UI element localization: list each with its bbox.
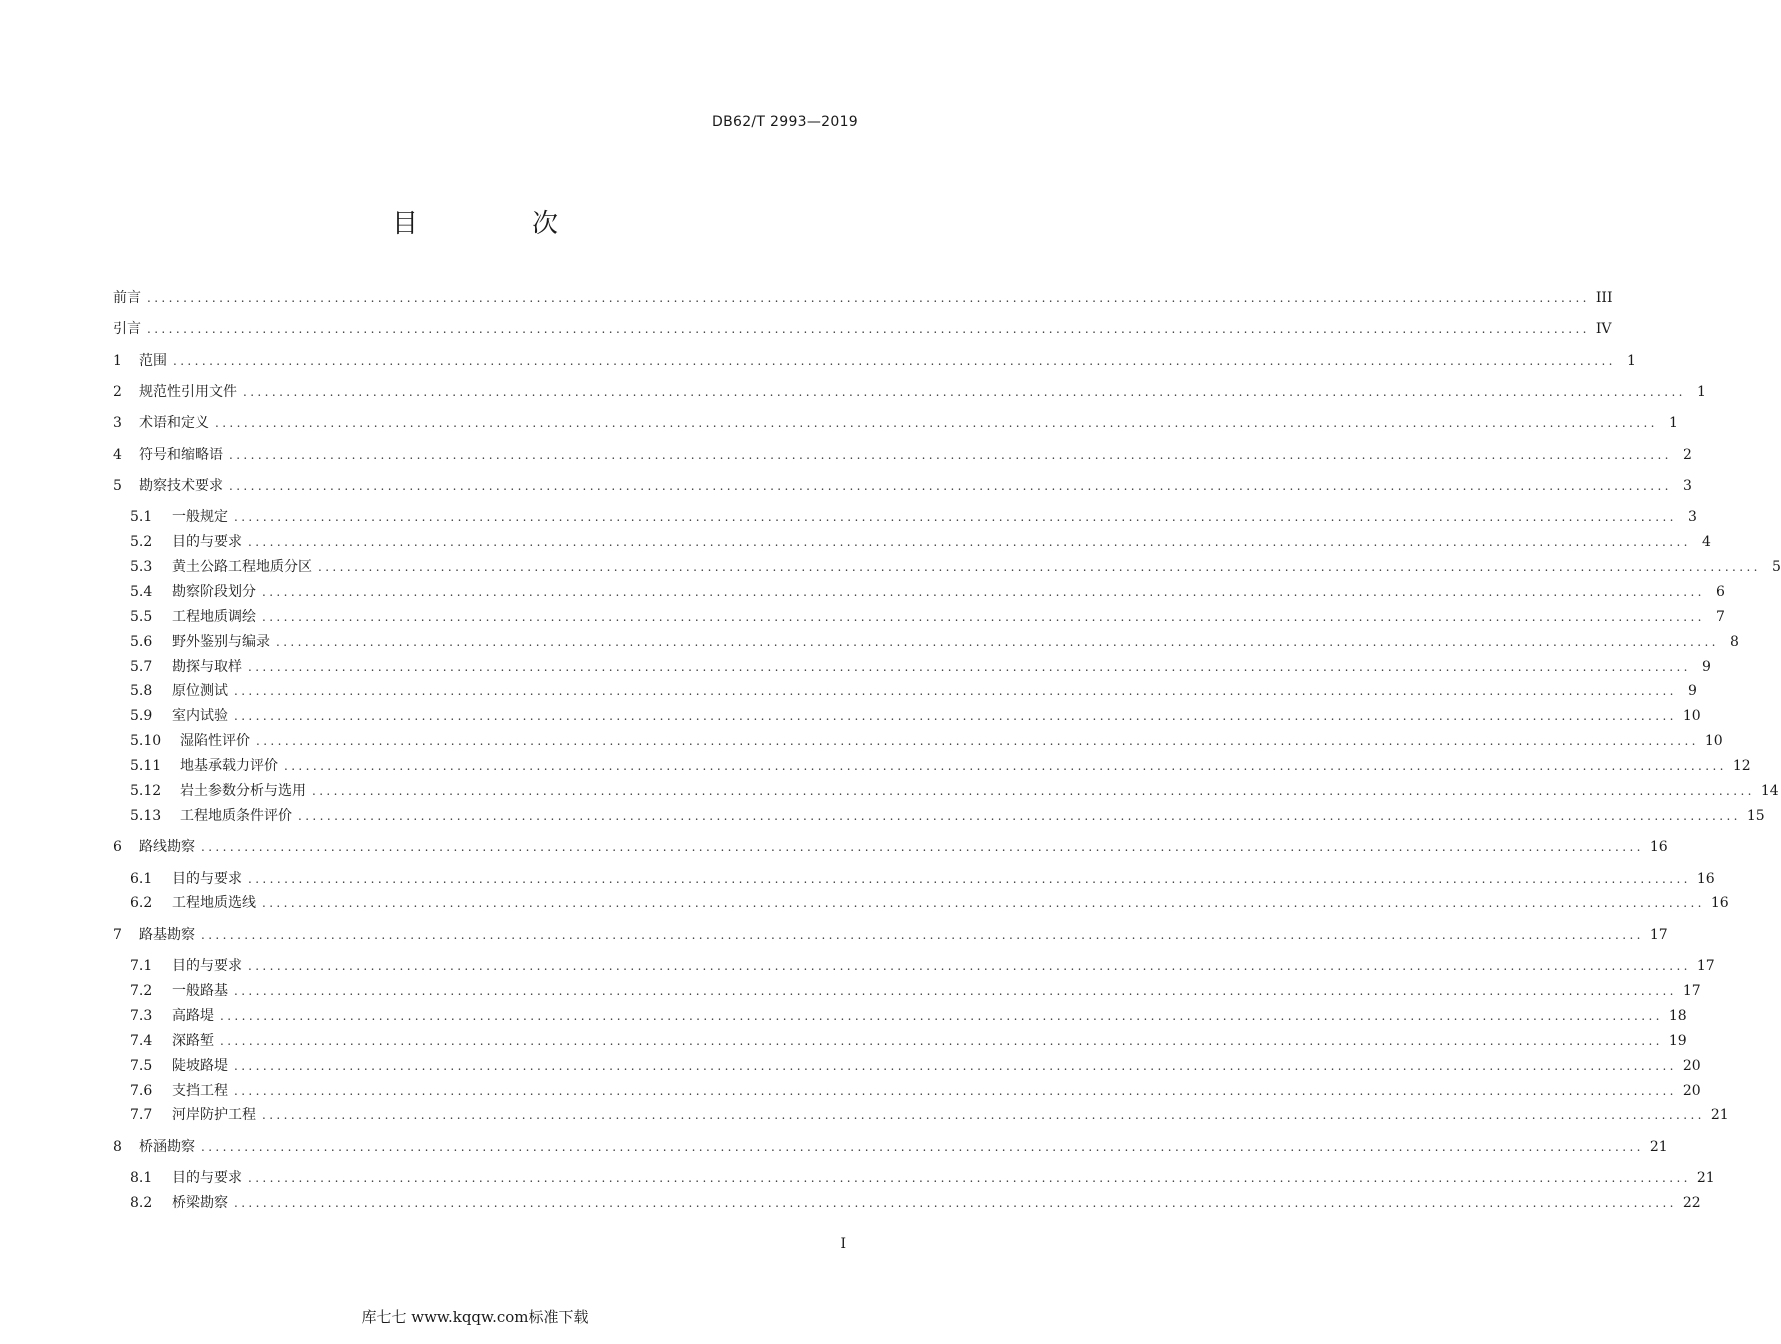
toc-entry-label: 岩土参数分析与选用 <box>180 783 306 799</box>
toc-entry-title <box>130 781 306 801</box>
toc-entry[interactable] <box>130 1101 1729 1125</box>
toc-entry[interactable] <box>130 889 1729 913</box>
toc-entry-page: 6 <box>1715 583 1725 600</box>
toc-entry[interactable] <box>113 409 1678 433</box>
toc-leader-dots: ........................................................................................................................................................................................................ <box>234 510 1677 525</box>
toc-entry-title <box>130 532 242 552</box>
toc-entry-page: 8 <box>1729 633 1739 650</box>
toc-entry-number: 8 <box>113 1138 122 1155</box>
toc-leader-dots: ........................................................................................................................................................................................................ <box>248 659 1691 674</box>
toc-entry-label: 勘察技术要求 <box>139 477 223 494</box>
toc-entry-number: 6 <box>113 839 122 856</box>
toc-entry-number: 5.11 <box>130 758 162 775</box>
toc-entry-page: 4 <box>1701 534 1711 550</box>
toc-entry-label: 黄土公路工程地质分区 <box>172 558 312 575</box>
toc-entry-page: 16 <box>1710 895 1729 912</box>
toc-entry-label: 工程地质条件评价 <box>180 807 292 824</box>
toc-entry-page: 17 <box>1649 926 1668 943</box>
toc-entry-page: 9 <box>1701 658 1711 675</box>
toc-entry-number: 8.1 <box>130 1170 153 1186</box>
toc-entry-page: 21 <box>1710 1107 1729 1124</box>
toc-entry-page: 1 <box>1626 352 1636 369</box>
toc-entry-title <box>130 507 228 527</box>
toc-entry-page: 7 <box>1715 608 1725 625</box>
toc-entry-title <box>130 869 242 889</box>
toc-entry-number: 5.10 <box>130 733 162 750</box>
toc-entry-page: 3 <box>1687 509 1697 526</box>
toc-entry-label: 工程地质调绘 <box>172 608 256 625</box>
toc-entry-title <box>130 956 242 976</box>
toc-entry[interactable] <box>113 441 1692 465</box>
toc-entry-label: 前言 <box>113 290 141 306</box>
toc-entry[interactable] <box>130 1027 1687 1051</box>
toc-entry-number: 7.5 <box>130 1057 153 1074</box>
toc-entry[interactable] <box>113 472 1692 496</box>
toc-leader-dots: ........................................................................................................................................................................................................ <box>262 1108 1705 1123</box>
toc-entry-number: 5.3 <box>130 558 153 575</box>
toc-entry-label: 符号和缩略语 <box>139 446 223 463</box>
toc-entry-label: 工程地质选线 <box>172 895 256 912</box>
toc-entry-label: 目的与要求 <box>172 958 242 974</box>
toc-entry-title <box>130 681 228 701</box>
toc-entry-number: 7.2 <box>130 982 153 999</box>
toc-leader-dots: ........................................................................................................................................................................................................ <box>256 734 1699 749</box>
toc-leader-dots: ........................................................................................................................................................................................................ <box>234 709 1677 724</box>
toc-leader-dots: ........................................................................................................................................................................................................ <box>201 1139 1644 1154</box>
toc-entry[interactable] <box>130 1002 1687 1026</box>
toc-entry[interactable] <box>113 347 1636 371</box>
toc-leader-dots: ........................................................................................................................................................................................................ <box>262 584 1705 599</box>
toc-entry-page: 21 <box>1649 1138 1668 1155</box>
toc-entry[interactable] <box>130 1077 1701 1101</box>
toc-entry-label: 目的与要求 <box>172 870 242 887</box>
toc-entry-page: 15 <box>1746 807 1765 824</box>
toc-entry-page: 5 <box>1771 558 1781 575</box>
toc-entry-number: 8.2 <box>130 1194 153 1211</box>
toc-entry[interactable] <box>130 677 1697 701</box>
toc-entry-label: 路基勘察 <box>139 926 195 943</box>
toc-leader-dots: ........................................................................................................................................................................................................ <box>248 959 1691 973</box>
toc-leader-dots: ........................................................................................................................................................................................................ <box>234 1083 1677 1098</box>
toc-entry[interactable] <box>130 578 1725 602</box>
toc-entry-label: 高路堤 <box>172 1007 214 1024</box>
toc-leader-dots: ........................................................................................................................................................................................................ <box>243 384 1686 399</box>
toc-leader-dots: ........................................................................................................................................................................................................ <box>262 896 1705 911</box>
toc-entry-page: 17 <box>1696 958 1715 974</box>
toc-entry-page: 20 <box>1682 1057 1701 1074</box>
toc-entry-number: 5.4 <box>130 583 153 600</box>
toc-entry[interactable] <box>130 702 1701 726</box>
toc-entry[interactable] <box>130 865 1715 889</box>
toc-entry[interactable] <box>130 727 1723 751</box>
toc-entry-title <box>113 382 237 402</box>
toc-entry-number: 4 <box>113 446 122 463</box>
toc-entry-title <box>130 1056 228 1076</box>
toc-entry-label: 湿陷性评价 <box>180 733 250 750</box>
toc-entry-label: 陡坡路堤 <box>172 1057 228 1074</box>
toc-entry-page: 9 <box>1687 683 1697 700</box>
toc-entry[interactable] <box>113 921 1668 945</box>
toc-entry[interactable] <box>130 802 1765 826</box>
toc-entry-number: 1 <box>113 352 122 369</box>
toc-entry-page: 17 <box>1682 982 1701 999</box>
toc-entry-number: 7.1 <box>130 958 153 974</box>
toc-entry-title <box>130 706 228 726</box>
toc-entry-page: 3 <box>1682 477 1692 494</box>
toc-entry-number: 7 <box>113 926 122 943</box>
toc-entry-number: 5.9 <box>130 708 153 725</box>
toc-leader-dots: ........................................................................................................................................................................................................ <box>284 759 1727 774</box>
toc-entry-number: 3 <box>113 415 122 432</box>
toc-entry-page: 12 <box>1732 758 1751 775</box>
toc-entry[interactable] <box>113 315 1612 339</box>
toc-entry[interactable] <box>130 553 1781 577</box>
toc-entry-title <box>113 837 195 857</box>
toc-leader-dots: ........................................................................................................................................................................................................ <box>312 784 1755 798</box>
toc-entry[interactable] <box>130 628 1739 652</box>
toc-entry-title <box>113 925 195 945</box>
toc-entry-number: 2 <box>113 383 122 400</box>
toc-entry[interactable] <box>130 977 1701 1001</box>
toc-entry-title <box>130 557 312 577</box>
toc-entry-title <box>113 351 167 371</box>
toc-entry-title <box>130 582 256 602</box>
toc-entry[interactable] <box>130 1189 1701 1213</box>
toc-entry-number: 5.2 <box>130 534 153 550</box>
toc-entry-label: 引言 <box>113 321 141 338</box>
toc-entry-number: 5.12 <box>130 783 162 799</box>
toc-entry[interactable] <box>130 603 1725 627</box>
toc-entry-page: 1 <box>1696 383 1706 400</box>
toc-leader-dots: ........................................................................................................................................................................................................ <box>147 291 1590 305</box>
toc-leader-dots: ........................................................................................................................................................................................................ <box>215 416 1658 431</box>
toc-entry-label: 一般路基 <box>172 982 228 999</box>
toc-entry-number: 6.2 <box>130 895 153 912</box>
toc-entry-page: 19 <box>1668 1032 1687 1049</box>
toc-entry-page: IV <box>1595 321 1612 338</box>
toc-leader-dots: ........................................................................................................................................................................................................ <box>234 983 1677 998</box>
toc-entry-number: 5.1 <box>130 509 153 526</box>
toc-entry-title <box>130 1105 256 1125</box>
toc-entry-page: 22 <box>1682 1194 1701 1211</box>
toc-leader-dots: ........................................................................................................................................................................................................ <box>220 1033 1663 1048</box>
toc-entry-label: 原位测试 <box>172 683 228 700</box>
toc-entry-title <box>130 981 228 1001</box>
toc-entry-title <box>130 657 242 677</box>
toc-entry-label: 地基承载力评价 <box>180 758 278 775</box>
toc-entry-label: 术语和定义 <box>139 415 209 432</box>
toc-leader-dots: ........................................................................................................................................................................................................ <box>318 559 1761 574</box>
toc-entry-number: 7.3 <box>130 1007 153 1024</box>
toc-leader-dots: ........................................................................................................................................................................................................ <box>229 478 1672 493</box>
toc-entry-label: 目的与要求 <box>172 1170 242 1186</box>
toc-entry-number: 5.6 <box>130 633 153 650</box>
toc-leader-dots: ........................................................................................................................................................................................................ <box>220 1008 1663 1023</box>
toc-entry-title <box>130 632 270 652</box>
standard-code: DB62/T 2993—2019 <box>712 114 858 130</box>
toc-entry-title <box>130 1031 214 1051</box>
toc-entry-page: 18 <box>1668 1007 1687 1024</box>
toc-entry-number: 5.13 <box>130 807 162 824</box>
toc-leader-dots: ........................................................................................................................................................................................................ <box>276 634 1719 649</box>
toc-entry-title <box>130 756 278 776</box>
toc-entry-page: 14 <box>1760 783 1779 799</box>
toc-leader-dots: ........................................................................................................................................................................................................ <box>262 609 1705 624</box>
toc-entry[interactable] <box>130 752 1751 776</box>
toc-entry-label: 一般规定 <box>172 509 228 526</box>
toc-entry-title <box>113 476 223 496</box>
toc-leader-dots: ........................................................................................................................................................................................................ <box>248 871 1691 886</box>
toc-entry-number: 6.1 <box>130 870 153 887</box>
toc-leader-dots: ........................................................................................................................................................................................................ <box>234 1195 1677 1210</box>
toc-entry-number: 5.8 <box>130 683 153 700</box>
toc-entry-title <box>113 1137 195 1157</box>
footer-watermark: 库七七 www.kqqw.com标准下载 <box>361 1308 589 1326</box>
toc-entry-page: 10 <box>1704 733 1723 750</box>
toc-entry-label: 勘察阶段划分 <box>172 583 256 600</box>
toc-entry-number: 5 <box>113 477 122 494</box>
toc-entry[interactable] <box>130 653 1711 677</box>
toc-entry-title <box>130 1081 228 1101</box>
toc-entry-title <box>130 1193 228 1213</box>
toc-entry-label: 野外鉴别与编录 <box>172 633 270 650</box>
toc-leader-dots: ........................................................................................................................................................................................................ <box>298 808 1741 823</box>
toc-entry-title <box>113 288 141 308</box>
toc-entry-title <box>113 445 223 465</box>
toc-entry[interactable] <box>130 1052 1701 1076</box>
toc-leader-dots: ........................................................................................................................................................................................................ <box>173 353 1616 368</box>
toc-entry-page: III <box>1595 290 1613 306</box>
toc-entry-page: 20 <box>1682 1082 1701 1099</box>
toc-entry[interactable] <box>130 1164 1715 1188</box>
toc-entry-title <box>130 1006 214 1026</box>
toc-leader-dots: ........................................................................................................................................................................................................ <box>229 447 1672 462</box>
page-title: 目 次 <box>391 209 602 239</box>
toc-leader-dots: ........................................................................................................................................................................................................ <box>248 1171 1691 1185</box>
toc-entry-label: 支挡工程 <box>172 1082 228 1099</box>
toc-leader-dots: ........................................................................................................................................................................................................ <box>234 1058 1677 1073</box>
toc-entry[interactable] <box>130 952 1715 976</box>
toc-entry-label: 桥梁勘察 <box>172 1194 228 1211</box>
toc-entry-title <box>113 413 209 433</box>
toc-entry-title <box>113 319 141 339</box>
toc-entry-label: 路线勘察 <box>139 839 195 856</box>
toc-entry[interactable] <box>113 833 1668 857</box>
toc-entry[interactable] <box>130 777 1779 801</box>
toc-entry-label: 河岸防护工程 <box>172 1107 256 1124</box>
toc-entry[interactable] <box>130 503 1697 527</box>
toc-entry-label: 室内试验 <box>172 708 228 725</box>
toc-entry-number: 7.4 <box>130 1032 153 1049</box>
toc-entry-label: 深路堑 <box>172 1032 214 1049</box>
toc-entry[interactable] <box>113 1133 1668 1157</box>
toc-entry-label: 目的与要求 <box>172 534 242 550</box>
toc-entry-number: 5.7 <box>130 658 153 675</box>
toc-entry-page: 21 <box>1696 1170 1715 1186</box>
toc-entry[interactable] <box>113 284 1613 308</box>
toc-leader-dots: ........................................................................................................................................................................................................ <box>201 927 1644 942</box>
toc-entry-page: 2 <box>1682 446 1692 463</box>
toc-leader-dots: ........................................................................................................................................................................................................ <box>248 535 1691 549</box>
toc-leader-dots: ........................................................................................................................................................................................................ <box>234 684 1677 699</box>
toc-entry-label: 规范性引用文件 <box>139 383 237 400</box>
toc-entry-number: 5.5 <box>130 608 153 625</box>
toc-entry-number: 7.6 <box>130 1082 153 1099</box>
toc-entry-title <box>130 806 292 826</box>
toc-entry-label: 桥涵勘察 <box>139 1138 195 1155</box>
toc-entry-page: 1 <box>1668 415 1678 432</box>
toc-entry-title <box>130 607 256 627</box>
toc-entry-page: 10 <box>1682 708 1701 725</box>
toc-entry-page: 16 <box>1696 870 1715 887</box>
toc-entry-title <box>130 893 256 913</box>
page-number: I <box>840 1236 846 1252</box>
toc-entry-page: 16 <box>1649 839 1668 856</box>
toc-entry-title <box>130 1168 242 1188</box>
toc-leader-dots: ........................................................................................................................................................................................................ <box>201 840 1644 855</box>
toc-entry-label: 勘探与取样 <box>172 658 242 675</box>
toc-entry-number: 7.7 <box>130 1107 153 1124</box>
toc-entry-label: 范围 <box>139 352 167 369</box>
toc-entry[interactable] <box>113 378 1706 402</box>
toc-entry-title <box>130 731 250 751</box>
toc-entry[interactable] <box>130 528 1711 552</box>
toc-leader-dots: ........................................................................................................................................................................................................ <box>147 322 1590 337</box>
